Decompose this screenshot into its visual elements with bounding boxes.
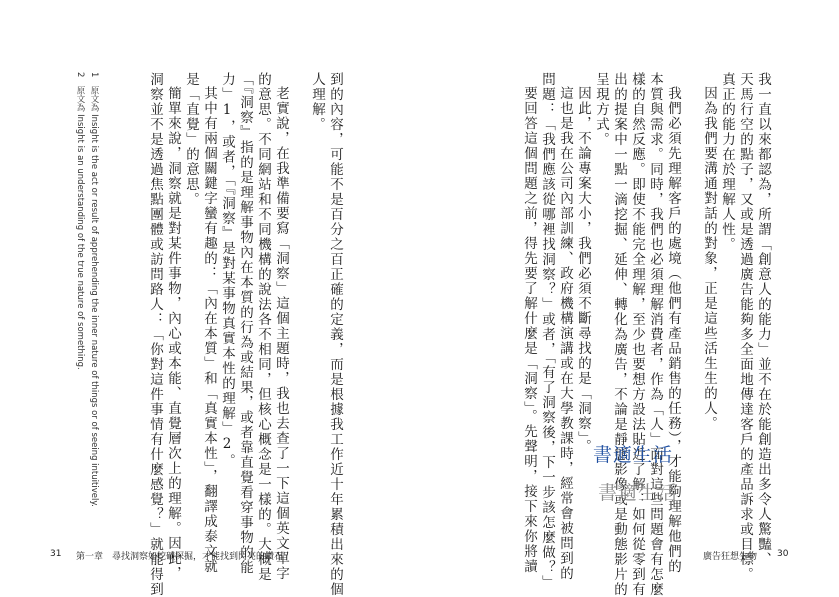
watermark-gray: 書適生活 (598, 482, 679, 504)
left-folio-title: 第一章 尋找洞察如挖礦深掘，才能找到閃亮的鑽石 (76, 552, 284, 562)
left-folio-number: 31 (50, 549, 62, 559)
right-col-4: 因為我們要溝通對話的對象，正是這些活生生的人。 (701, 86, 717, 431)
right-col-2: 天馬行空的點子，又或是透過廣告能夠多全面地傳達客戶的產品訴求或目標。 (737, 72, 753, 582)
left-col-1: 到的內容，可能不是百分之百正確的定義，而是根據我工作近十年累積出來的個 (327, 72, 343, 597)
right-col-3: 真正的能力在於理解人性。 (719, 72, 735, 252)
right-col-8: 樣的自然反應。即使不能完全理解，至少也要想方設法貼近了解：如何從零到有 (629, 72, 645, 597)
left-col-5: 的意思。不同網站和不同機構的說法各不相同，但核心概念是一樣的。大概是 (255, 72, 271, 582)
left-col-10: 簡單來說，洞察就是對某件事物，內心或本能、直覺層次上的理解。因此， (165, 86, 181, 581)
watermark-blue: 書適生活 (593, 444, 674, 466)
right-col-6: 我們必須先理解客戶的處境（他們有產品銷售的任務），才能夠理解他們的 (665, 86, 681, 575)
right-col-1: 我一直以來都認為，所謂「創意人的能力」並不在於能創造出多令人驚豔、 (755, 72, 771, 567)
left-col-4: 老實說，在我準備要寫「洞察」這個主題時，我也去查了一下這個英文單字 (273, 86, 289, 581)
right-col-11: 因此，不論專案大小，我們必須不斷尋找的是「洞察」。 (575, 86, 591, 455)
left-col-9: 是「直覺」的意思。 (183, 72, 199, 207)
right-col-9: 出的提案中一點一滴挖掘、延伸、轉化為廣告，不論是靜態影像或是動態影片的 (611, 72, 627, 597)
right-col-12: 這也是我在公司內部訓練、政府機構演講或在大學教課時，經常會被問到的 (557, 86, 573, 581)
left-col-2: 人理解。 (309, 72, 325, 132)
left-col-8: 其中有兩個關鍵字蠻有趣的：「內在本質」和「真實本性」，翻譯成泰文就 (201, 86, 217, 575)
right-col-13: 問題：「我們應該從哪裡找洞察？」或者，「有了洞察後，下一步該怎麼做？」 (539, 72, 555, 591)
right-col-7: 本質與需求。同時，我們也必須理解消費者，作為「人」面對這些問題會有怎麼 (647, 72, 663, 597)
footnote-2: 2 原文為 Insight is an understanding of the true nature of something. (75, 72, 85, 370)
right-col-10: 呈現方式。 (593, 72, 609, 147)
left-col-6: 「『洞察』指的是理解事物內在本質的行為或結果，或者靠直覺看穿事物的能 (237, 72, 253, 576)
right-folio-number: 30 (777, 549, 789, 559)
right-folio-title: 廣告狂想生物 (703, 552, 758, 562)
left-col-11: 洞察並不是透過焦點團體或訪問路人：「你對這件事情有什麼感覺？」就能得到 (147, 72, 163, 597)
right-col-14: 要回答這個問題之前，得先要了解什麼是「洞察」。先聲明，接下來你將讀 (521, 86, 537, 575)
footnote-1: 1 原文為 Insight is the act or result of apprehending the inner nature of things or of seeing intuitively. (89, 72, 99, 507)
left-col-7: 力」1，或者，「『洞察』是對某事物真實本性的理解」2。 (219, 72, 235, 469)
